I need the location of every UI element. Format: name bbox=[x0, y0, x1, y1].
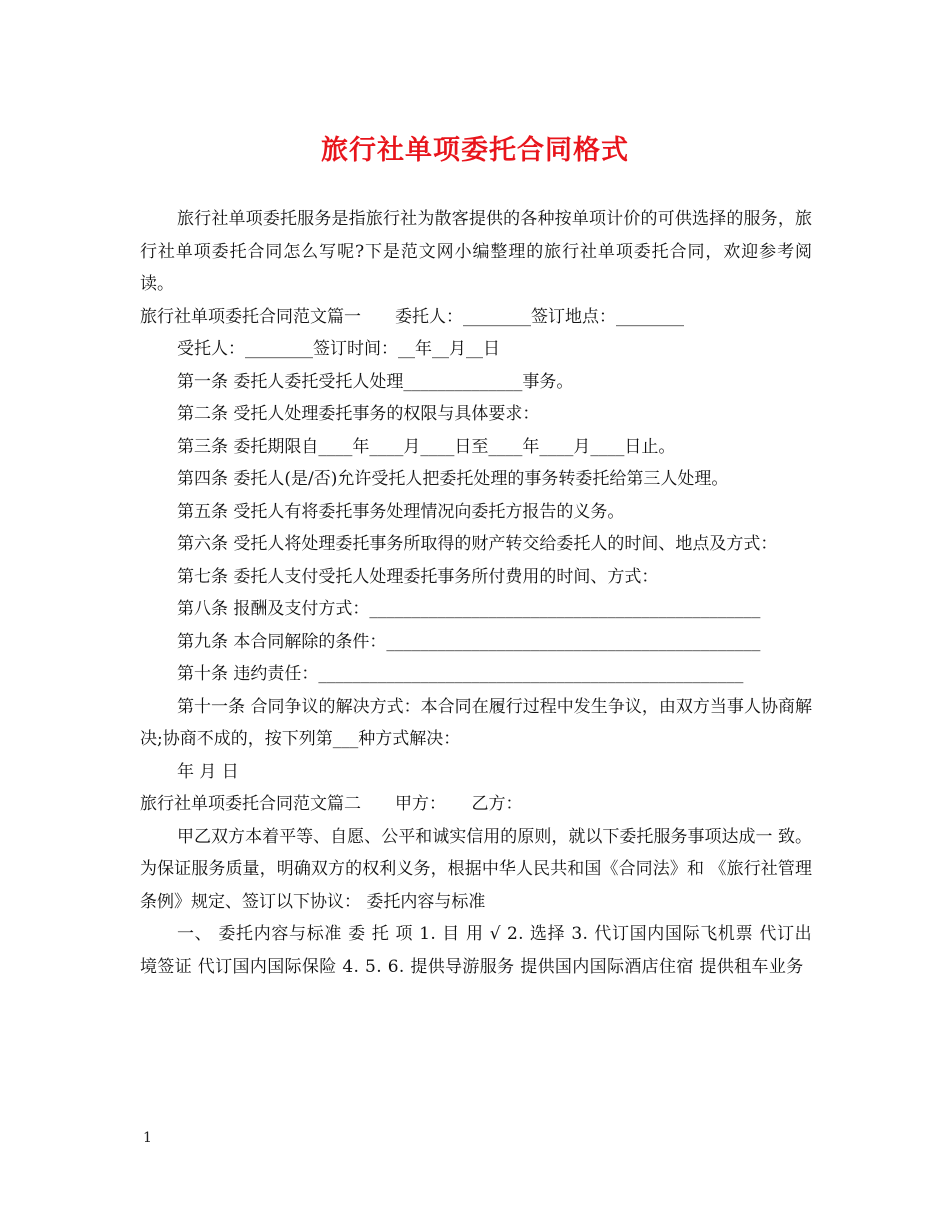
article-5: 第五条 受托人有将委托事务处理情况向委托方报告的义务。 bbox=[177, 501, 625, 522]
page-number: 1 bbox=[143, 1130, 152, 1146]
article-1: 第一条 委托人委托受托人处理______________事务。 bbox=[177, 371, 574, 392]
intro-paragraph: 旅行社单项委托服务是指旅行社为散客提供的各种按单项计价的可供选择的服务，旅行社单项委托合同怎么写呢?下是范文网小编整理的旅行社单项委托合同，欢迎参考阅读。 bbox=[140, 209, 812, 294]
document-body bbox=[140, 203, 812, 983]
date-line: 年 月 日 bbox=[177, 761, 239, 782]
service-items: 一、 委托内容与标准 委 托 项 1. 目 用 √ 2. 选择 3. 代订国内国际飞机票 代订出境签证 代订国内国际保险 4. 5. 6. 提供导游服务 提供国内国际酒店住宿 提供租车业务 bbox=[140, 924, 812, 977]
article-11: 第十一条 合同争议的解决方式：本合同在履行过程中发生争议，由双方当事人协商解决;协商不成的，按下列第___种方式解决： bbox=[140, 696, 812, 749]
article-9: 第九条 本合同解除的条件：____________________________________________ bbox=[177, 631, 761, 652]
trustee-line: 受托人：________签订时间：__年__月__日 bbox=[177, 339, 500, 359]
sample-two-heading: 旅行社单项委托合同范文篇二 甲方： 乙方： bbox=[140, 794, 523, 814]
agreement-preamble: 甲乙双方本着平等、自愿、公平和诚实信用的原则，就以下委托服务事项达成一 致。为保证服务质量，明确双方的权利义务，根据中华人民共和国《合同法》和 《旅行社管理条例》规定、签订以下协议： 委托内容与标准 bbox=[140, 826, 812, 912]
article-3: 第三条 委托期限自____年____月____日至____年____月____日止。 bbox=[177, 436, 676, 457]
article-8: 第八条 报酬及支付方式：______________________________________________ bbox=[177, 599, 761, 619]
article-6: 第六条 受托人将处理委托事务所取得的财产转交给委托人的时间、地点及方式： bbox=[177, 534, 778, 554]
article-2: 第二条 受托人处理委托事务的权限与具体要求： bbox=[177, 404, 540, 424]
article-7: 第七条 委托人支付受托人处理委托事务所付费用的时间、方式： bbox=[177, 566, 659, 587]
article-4: 第四条 委托人(是/否)允许受托人把委托处理的事务转委托给第三人处理。 bbox=[177, 469, 729, 489]
sample-one-heading: 旅行社单项委托合同范文篇一 委托人：________签订地点：________ bbox=[140, 306, 684, 327]
document-title: 旅行社单项委托合同格式 bbox=[321, 135, 629, 166]
article-10: 第十条 违约责任：__________________________________________________ bbox=[177, 664, 744, 684]
